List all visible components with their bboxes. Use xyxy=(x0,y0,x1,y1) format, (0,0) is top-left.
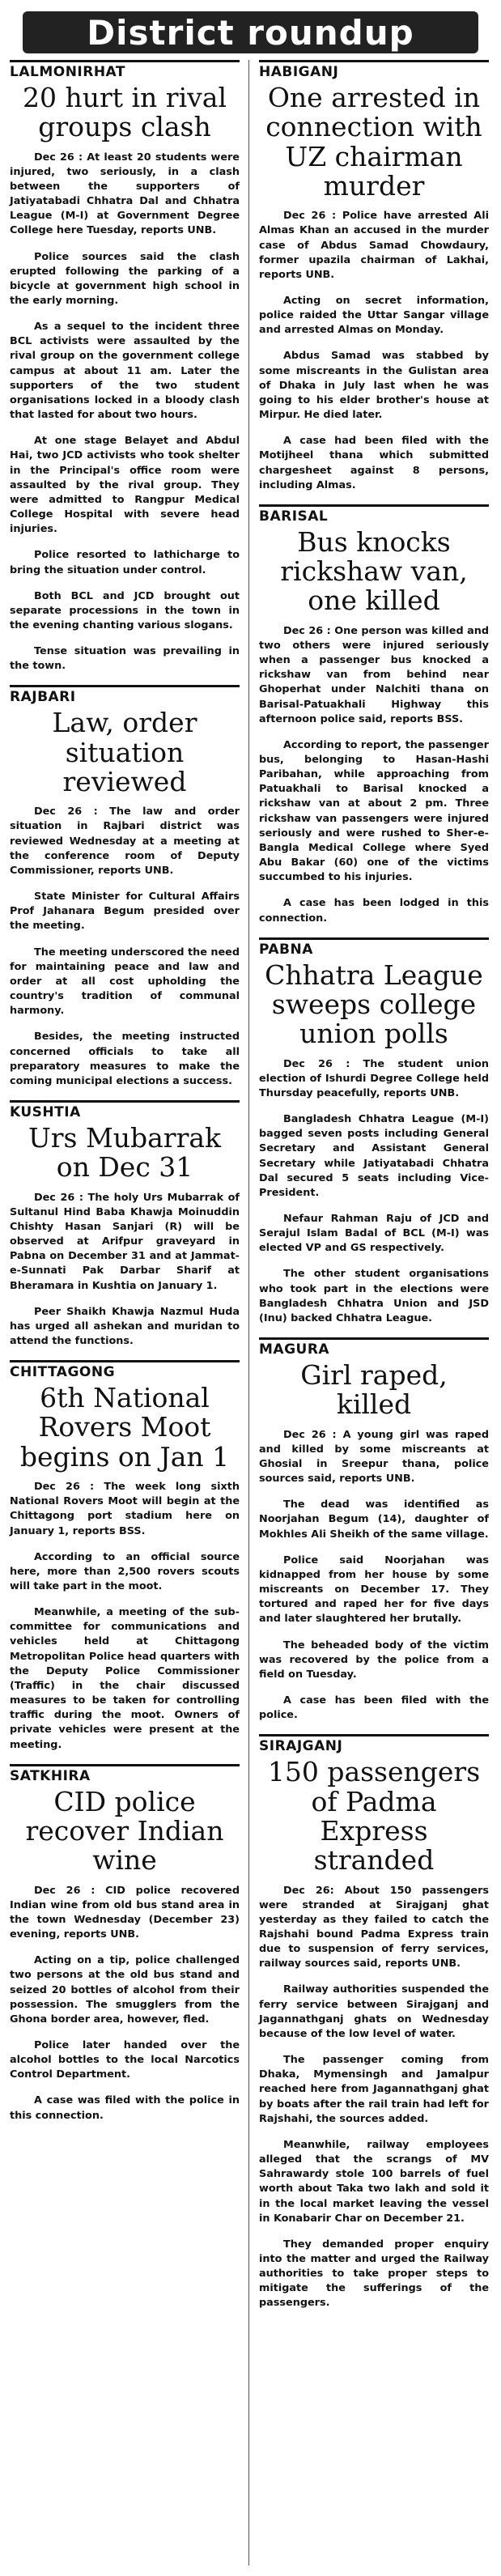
story-paragraph: Abdus Samad was stabbed by some miscreants in the Gulistan area of Dhaka in July last when he was going to his elder brother's house at Mirpur. He died later. xyxy=(259,350,489,422)
news-story xyxy=(10,60,240,674)
story-paragraph: Dec 26 : A young girl was raped and killed by some miscreants at Ghosial in Sreepur thana, police sources said, reports UNB. xyxy=(259,1428,489,1486)
story-paragraph: State Minister for Cultural Affairs Prof Jahanara Begum presided over the meeting. xyxy=(10,891,240,933)
dateline-place: SATKHIRA xyxy=(10,1764,240,1784)
story-paragraph: Meanwhile, a meeting of the sub-committee for communications and vehicles held at Chittagong Metropolitan Police head quarters with the Deputy Police Commissioner (Traffic) in the chair discussed measures to be taken for controlling traffic during the moot. Owners of private vehicles were present at the meeting. xyxy=(10,1606,240,1751)
story-paragraph: As a sequel to the incident three BCL activists were assaulted by the rival group on the government college campus at about 11 am. Later the supporters of the two student organisations locked in a bloody clash that lasted for about two hours. xyxy=(10,321,240,422)
story-paragraph: Acting on secret information, police raided the Uttar Sangar village and arrested Almas on Monday. xyxy=(259,294,489,337)
news-story xyxy=(10,685,240,1089)
story-headline: Bus knocks rickshaw van, one killed xyxy=(280,525,468,617)
story-paragraph: The beheaded body of the victim was recovered by the police from a field on Tuesday. xyxy=(259,1639,489,1681)
right-column xyxy=(259,60,489,2323)
story-paragraph: Police said Noorjahan was kidnapped from her house by some miscreants on December 17. They tortured and raped her for five days and later slaughtered her brutally. xyxy=(259,1554,489,1626)
story-paragraph: A case has been lodged in this connection. xyxy=(259,897,489,925)
dateline-place: BARISAL xyxy=(259,504,489,525)
story-paragraph: A case was filed with the police in this connection. xyxy=(10,2094,240,2122)
story-headline: 150 passengers of Padma Express stranded xyxy=(267,1756,481,1877)
news-story xyxy=(259,60,489,493)
dateline-place: SIRAJGANJ xyxy=(259,1734,489,1754)
dateline-place: HABIGANJ xyxy=(259,60,489,80)
story-paragraph: A case had been filed with the Motijheel thana which submitted chargesheet against 8 persons, including Almas. xyxy=(259,435,489,491)
section-banner xyxy=(23,11,478,53)
news-story xyxy=(10,1100,240,1349)
dateline-place: RAJBARI xyxy=(10,685,240,705)
story-headline: 6th National Rovers Moot begins on Jan 1 xyxy=(19,1382,230,1473)
banner-title: District roundup xyxy=(87,12,414,53)
news-story xyxy=(259,937,489,1326)
story-paragraph: The meeting underscored the need for maintaining peace and law and order at all cost upholding the country's tradition of communal harmony. xyxy=(10,946,240,1018)
news-story xyxy=(259,1734,489,2310)
dateline-place: LALMONIRHAT xyxy=(10,60,240,80)
story-paragraph: Police later handed over the alcohol bottles to the local Narcotics Control Department. xyxy=(10,2038,240,2081)
story-paragraph: Dec 26 : CID police recovered Indian wine from old bus stand area in the town Wednesday (December 23) evening, reports UNB. xyxy=(10,1884,240,1941)
story-paragraph: Dec 26 : The law and order situation in Rajbari district was reviewed Wednesday at a meeting at the conference room of Deputy Commissioner, reports UNB. xyxy=(10,806,240,877)
story-paragraph: They demanded proper enquiry into the matter and urged the Railway authorities to take proper steps to mitigate the sufferings of the passengers. xyxy=(259,2238,489,2310)
news-story xyxy=(10,1764,240,2123)
story-paragraph: Dec 26 : The holy Urs Mubarrak of Sultanul Hind Baba Khawja Moinuddin Chishty Hasan Sanjari (R) will be observed at Arifpur graveyard in Pabna on December 31 and at Jammat-e-Sunnati Pak Darbar Sharif at Bheramara in Kushtia on January 1. xyxy=(10,1191,240,1292)
story-headline: Chhatra League sweeps college union polls xyxy=(265,959,483,1050)
story-paragraph: Dec 26 : The student union election of Ishurdi Degree College held Thursday peacefully, reports UNB. xyxy=(259,1057,489,1099)
story-paragraph: The other student organisations who took part in the elections were Bangladesh Chhatra Union and JSD (Inu) backed Chhatra League. xyxy=(259,1268,489,1324)
story-paragraph: Railway authorities suspended the ferry service between Sirajganj and Jagannathganj ghats on Wednesday because of the low level of water. xyxy=(259,1983,489,2040)
story-paragraph: Tense situation was prevailing in the town. xyxy=(10,645,240,673)
story-paragraph: Meanwhile, railway employees alleged that the scrangs of MV Sahrawardy stole 100 barrels of fuel worth about Taka two lakh and sold it in the local market leaving the vessel in Konabarir Char on December 21. xyxy=(259,2138,489,2225)
story-paragraph: Dec 26 : At least 20 students were injured, two seriously, in a clash between the supporters of Jatiyatabadi Chhatra Dal and Chhatra League (M-I) at Government Degree College here Tuesday, reports UNB. xyxy=(10,151,240,237)
story-headline: Urs Mubarrak on Dec 31 xyxy=(28,1121,222,1184)
news-story xyxy=(10,1360,240,1753)
story-paragraph: At one stage Belayet and Abdul Hai, two JCD activists who took shelter in the Principal's office room were assaulted by the rival group. They were admitted to Rangpur Medical College Hospital with severe head injuries. xyxy=(10,435,240,536)
left-column xyxy=(10,60,240,2135)
story-paragraph: Dec 26 : Police have arrested Ali Almas Khan an accused in the murder case of Abdus Samad Chowdaury, former upazila chairman of Lakhai, reports UNB. xyxy=(259,210,489,281)
story-paragraph: Dec 26: About 150 passengers were stranded at Sirajganj ghat yesterday as they failed to catch the Rajshahi bound Padma Express train due to suspension of ferry services, railway sources said, reports UNB. xyxy=(259,1884,489,1970)
story-paragraph: Dec 26 : The week long sixth National Rovers Moot will begin at the Chittagong port stadium here on January 1, reports BSS. xyxy=(10,1481,240,1537)
story-paragraph: The passenger coming from Dhaka, Mymensingh and Jamalpur reached here from Jagannathganj ghat by boats after the rail train had left for Rajshahi, the sources added. xyxy=(259,2054,489,2125)
story-paragraph: Police sources said the clash erupted following the parking of a bicycle at government high school in the early morning. xyxy=(10,250,240,307)
story-paragraph: According to report, the passenger bus, belonging to Hasan-Hashi Paribahan, while approaching from Patuakhali to Barisal knocked a rickshaw van at about 2 pm. Three rickshaw van passengers were injured seriously and were rushed to Sher-e-Bangla Medical College where Syed Abu Bakar (60) one of the victims succumbed to his injuries. xyxy=(259,738,489,884)
story-paragraph: Dec 26 : One person was killed and two others were injured seriously when a passenger bus knocked a rickshaw van from behind near Ghoperhat under Nalchiti thana on Barisal-Patuakhali Highway this afternoon police said, reports BSS. xyxy=(259,624,489,725)
story-paragraph: Both BCL and JCD brought out separate processions in the town in the evening chanting various slogans. xyxy=(10,589,240,631)
story-headline: One arrested in connection with UZ chairman murder xyxy=(265,82,482,202)
story-headline: CID police recover Indian wine xyxy=(25,1785,224,1877)
column-divider xyxy=(248,60,249,2565)
dateline-place: MAGURA xyxy=(259,1337,489,1358)
story-paragraph: According to an official source here, more than 2,500 rovers scouts will take part in the moot. xyxy=(10,1550,240,1592)
story-paragraph: Besides, the meeting instructed concerned officials to take all preparatory measures to make the coming municipal elections a success. xyxy=(10,1031,240,1087)
story-paragraph: The dead was identified as Noorjahan Begum (14), daughter of Mokhles Ali Sheikh of the same village. xyxy=(259,1498,489,1541)
story-paragraph: A case has been filed with the police. xyxy=(259,1694,489,1722)
story-headline: Law, order situation reviewed xyxy=(52,707,197,798)
story-paragraph: Acting on a tip, police challenged two persons at the old bus stand and seized 20 bottles of alcohol from their possession. The smugglers from the Ghona border area, however, fled. xyxy=(10,1954,240,2026)
story-paragraph: Nefaur Rahman Raju of JCD and Serajul Islam Badal of BCL (M-I) was elected VP and GS respectively. xyxy=(259,1213,489,1255)
story-paragraph: Police resorted to lathicharge to bring the situation under control. xyxy=(10,549,240,576)
news-story xyxy=(259,1337,489,1723)
story-paragraph: Peer Shaikh Khawja Nazmul Huda has urged all ashekan and muridan to attend the functions. xyxy=(10,1305,240,1347)
story-paragraph: Bangladesh Chhatra League (M-I) bagged seven posts including General Secretary and Assistant General Secretary while Jatiyatabadi Chhatra Dal secured 5 seats including Vice-President. xyxy=(259,1113,489,1199)
dateline-place: PABNA xyxy=(259,937,489,958)
news-story xyxy=(259,504,489,926)
story-headline: 20 hurt in rival groups clash xyxy=(22,82,227,143)
dateline-place: CHITTAGONG xyxy=(10,1360,240,1380)
story-headline: Girl raped, killed xyxy=(300,1359,448,1421)
dateline-place: KUSHTIA xyxy=(10,1100,240,1120)
